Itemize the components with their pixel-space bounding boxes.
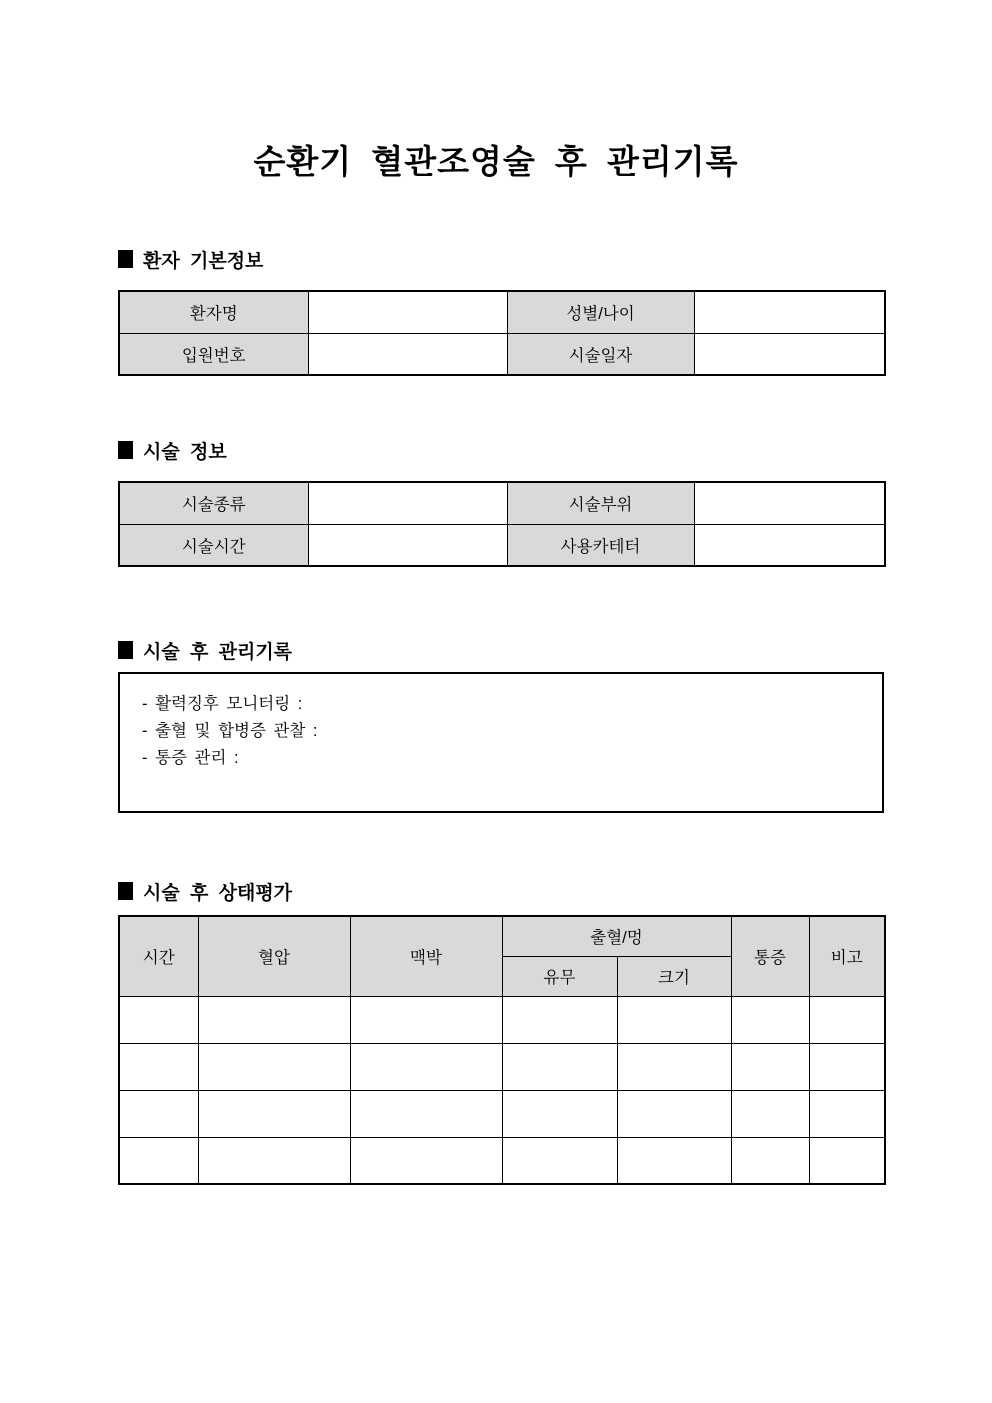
bleeding-complication-observation-line: - 출혈 및 합병증 관찰 : — [142, 722, 318, 740]
assessment-empty-cell[interactable] — [731, 1090, 809, 1137]
assessment-empty-cell[interactable] — [617, 1090, 731, 1137]
assessment-empty-cell[interactable] — [119, 1090, 198, 1137]
catheter-used-value-cell[interactable] — [694, 524, 885, 566]
page-title: 순환기 혈관조영술 후 관리기록 — [253, 143, 739, 180]
assessment-table — [118, 915, 886, 1185]
assessment-empty-cell[interactable] — [617, 1043, 731, 1090]
procedure-type-value-cell[interactable] — [308, 482, 507, 524]
procedure-date-label: 시술일자 — [507, 333, 694, 375]
assessment-empty-cell[interactable] — [809, 1043, 885, 1090]
section-marker-icon — [118, 441, 133, 459]
vital-signs-monitoring-line: - 활력징후 모니터링 : — [142, 695, 303, 713]
column-header-blood-pressure: 혈압 — [198, 916, 350, 996]
table-header-row — [119, 916, 885, 956]
section-management-record — [118, 637, 884, 813]
assessment-empty-cell[interactable] — [502, 996, 617, 1043]
patient-info-table — [118, 290, 886, 376]
assessment-empty-row — [119, 1137, 885, 1184]
section-management-record-heading — [118, 637, 884, 663]
column-header-remarks: 비고 — [809, 916, 885, 996]
column-header-time: 시간 — [119, 916, 198, 996]
patient-name-value-cell[interactable] — [308, 291, 507, 333]
section-heading-label: 환자 기본정보 — [143, 250, 264, 272]
assessment-empty-row — [119, 996, 885, 1043]
assessment-empty-cell[interactable] — [350, 996, 502, 1043]
assessment-empty-cell[interactable] — [198, 1137, 350, 1184]
column-header-bleeding-size: 크기 — [617, 956, 731, 996]
section-marker-icon — [118, 250, 133, 268]
assessment-empty-cell[interactable] — [350, 1043, 502, 1090]
assessment-empty-row — [119, 1090, 885, 1137]
procedure-date-value-cell[interactable] — [694, 333, 885, 375]
assessment-empty-row — [119, 1043, 885, 1090]
column-header-bleeding-bruise-group: 출혈/멍 — [502, 916, 731, 956]
sex-age-value-cell[interactable] — [694, 291, 885, 333]
procedure-info-table — [118, 481, 886, 567]
assessment-empty-cell[interactable] — [809, 996, 885, 1043]
assessment-empty-cell[interactable] — [617, 996, 731, 1043]
assessment-empty-cell[interactable] — [809, 1137, 885, 1184]
assessment-empty-cell[interactable] — [502, 1043, 617, 1090]
section-procedure-info-heading — [118, 437, 884, 463]
assessment-empty-cell[interactable] — [198, 1043, 350, 1090]
sex-age-label: 성별/나이 — [507, 291, 694, 333]
catheter-used-label: 사용카테터 — [507, 524, 694, 566]
table-row — [119, 482, 885, 524]
assessment-empty-cell[interactable] — [731, 1043, 809, 1090]
section-patient-info-heading — [118, 246, 884, 272]
pain-management-line: - 통증 관리 : — [142, 749, 239, 767]
procedure-site-label: 시술부위 — [507, 482, 694, 524]
section-heading-label: 시술 후 관리기록 — [143, 641, 293, 663]
assessment-empty-cell[interactable] — [198, 1090, 350, 1137]
section-state-assessment — [118, 878, 884, 1185]
section-procedure-info — [118, 437, 884, 567]
patient-name-label: 환자명 — [119, 291, 308, 333]
column-header-pain: 통증 — [731, 916, 809, 996]
section-heading-label: 시술 정보 — [143, 441, 227, 463]
assessment-empty-cell[interactable] — [809, 1090, 885, 1137]
assessment-empty-cell[interactable] — [350, 1137, 502, 1184]
assessment-table-body — [119, 996, 885, 1184]
table-row — [119, 333, 885, 375]
table-row — [119, 524, 885, 566]
table-row — [119, 291, 885, 333]
admission-number-value-cell[interactable] — [308, 333, 507, 375]
section-marker-icon — [118, 641, 133, 659]
assessment-empty-cell[interactable] — [119, 1043, 198, 1090]
assessment-empty-cell[interactable] — [350, 1090, 502, 1137]
assessment-empty-cell[interactable] — [731, 996, 809, 1043]
section-marker-icon — [118, 882, 133, 900]
assessment-empty-cell[interactable] — [731, 1137, 809, 1184]
procedure-site-value-cell[interactable] — [694, 482, 885, 524]
assessment-empty-cell[interactable] — [119, 996, 198, 1043]
assessment-empty-cell[interactable] — [502, 1137, 617, 1184]
procedure-type-label: 시술종류 — [119, 482, 308, 524]
section-state-assessment-heading — [118, 878, 884, 904]
procedure-time-label: 시술시간 — [119, 524, 308, 566]
assessment-empty-cell[interactable] — [198, 996, 350, 1043]
assessment-empty-cell[interactable] — [119, 1137, 198, 1184]
assessment-empty-cell[interactable] — [502, 1090, 617, 1137]
management-notes-box[interactable] — [118, 672, 884, 813]
section-patient-info — [118, 246, 884, 376]
admission-number-label: 입원번호 — [119, 333, 308, 375]
column-header-pulse: 맥박 — [350, 916, 502, 996]
assessment-empty-cell[interactable] — [617, 1137, 731, 1184]
column-header-bleeding-presence: 유무 — [502, 956, 617, 996]
procedure-time-value-cell[interactable] — [308, 524, 507, 566]
section-heading-label: 시술 후 상태평가 — [143, 882, 293, 904]
